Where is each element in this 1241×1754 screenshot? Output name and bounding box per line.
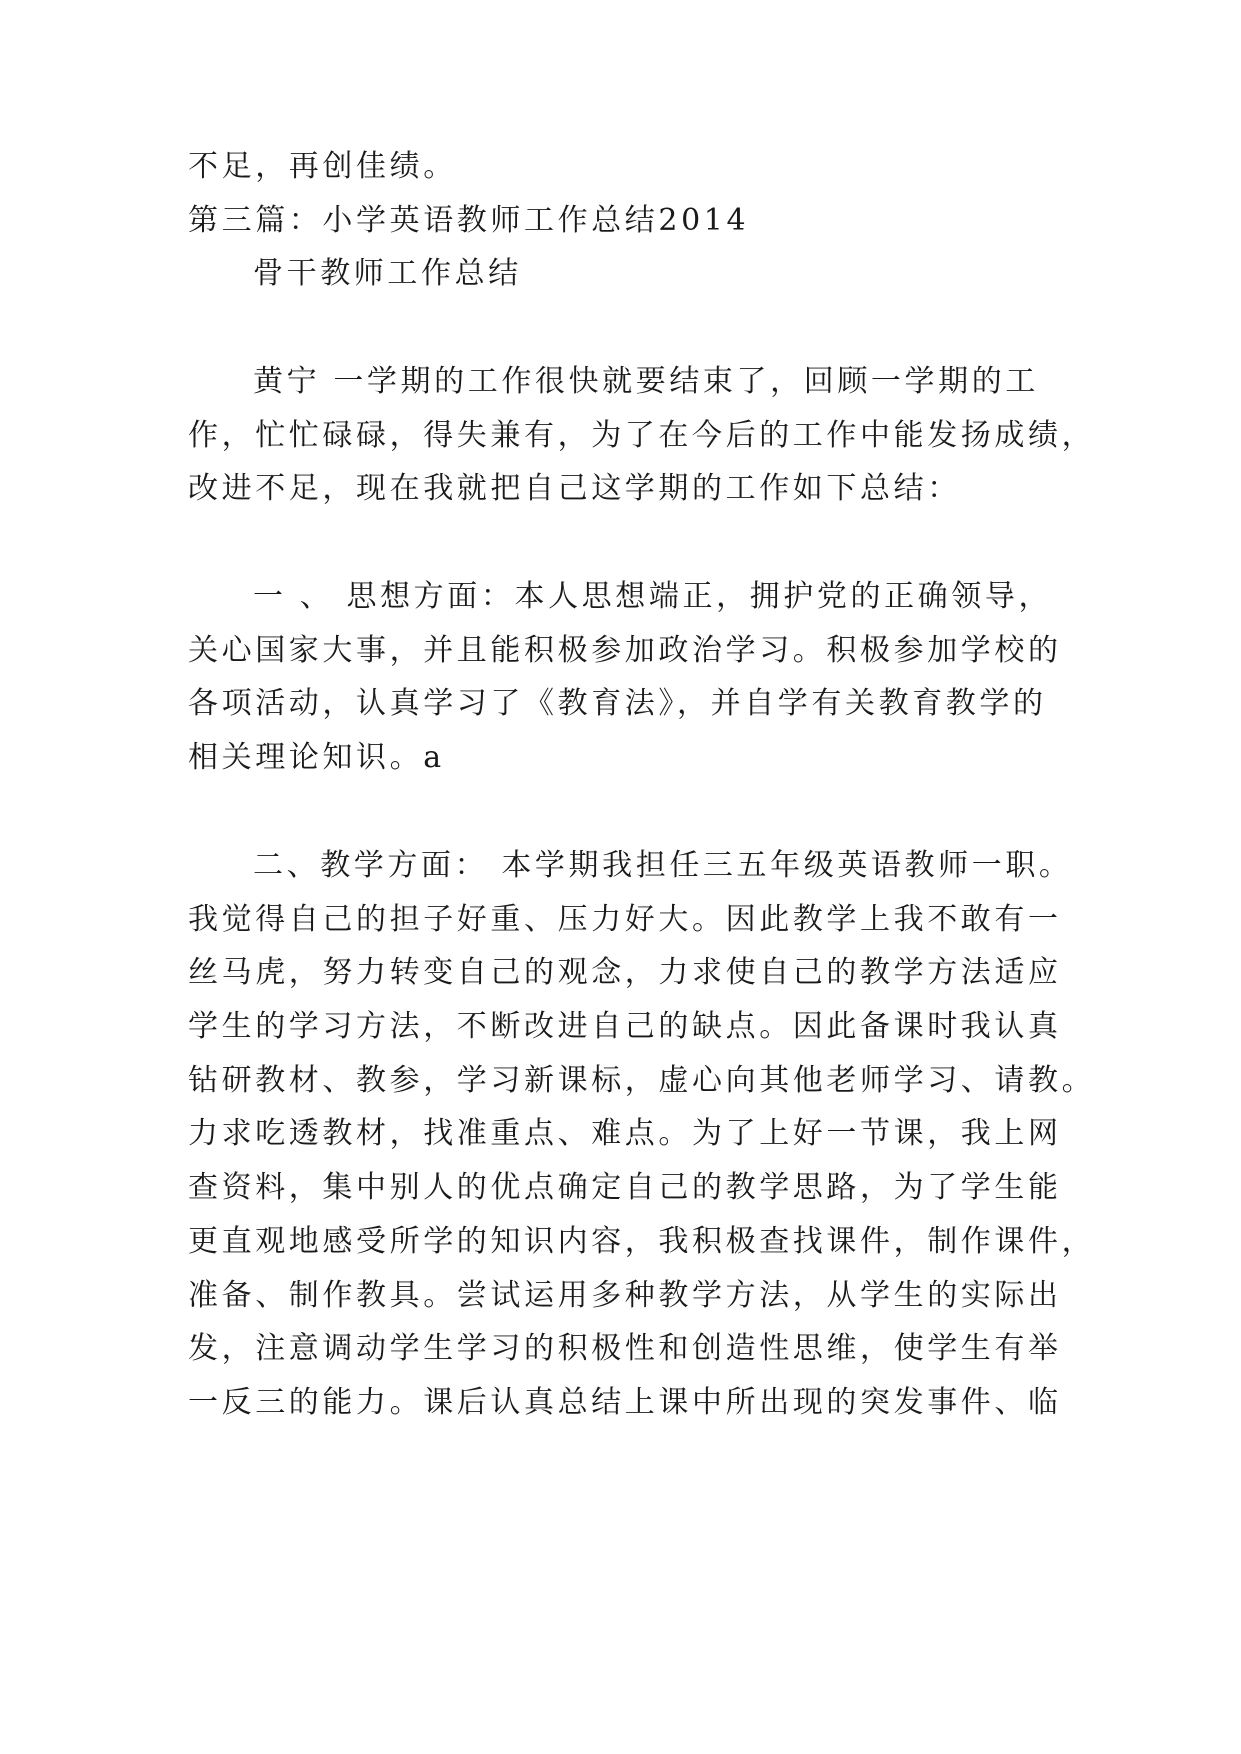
text-line: 关心国家大事，并且能积极参加政治学习。积极参加学校的 [188,633,1062,668]
text-line: 发，注意调动学生学习的积极性和创造性思维，使学生有举 [188,1331,1062,1366]
text-line: 查资料，集中别人的优点确定自己的教学思路，为了学生能 [188,1170,1062,1205]
text-line: 二、教学方面： 本学期我担任三五年级英语教师一职。 [253,848,1073,883]
text-line: 作，忙忙碌碌，得失兼有，为了在今后的工作中能发扬成绩， [188,418,1096,453]
text-line: 学生的学习方法，不断改进自己的缺点。因此备课时我认真 [188,1009,1062,1044]
text-line: 钻研教材、教参，学习新课标，虚心向其他老师学习、请教。 [188,1063,1096,1098]
text-line: 更直观地感受所学的知识内容，我积极查找课件，制作课件， [188,1224,1096,1259]
text-line: 我觉得自己的担子好重、压力好大。因此教学上我不敢有一 [188,902,1062,937]
subtitle: 骨干教师工作总结 [253,256,522,291]
text-line: 力求吃透教材，找准重点、难点。为了上好一节课，我上网 [188,1116,1062,1151]
text-line: 丝马虎，努力转变自己的观念，力求使自己的教学方法适应 [188,955,1062,990]
text-line: 改进不足，现在我就把自己这学期的工作如下总结： [188,471,961,506]
text-line: 相关理论知识。a [188,740,445,775]
text-line: 一反三的能力。课后认真总结上课中所出现的突发事件、临 [188,1385,1062,1420]
text-line: 不足，再创佳绩。 [188,149,457,184]
text-line: 黄宁 一学期的工作很快就要结束了，回顾一学期的工 [253,364,1039,399]
text-line: 一 、 思想方面：本人思想端正，拥护党的正确领导， [253,579,1053,614]
text-line: 各项活动，认真学习了《教育法》，并自学有关教育教学的 [188,686,1047,721]
section-heading: 第三篇：小学英语教师工作总结2014 [188,203,750,238]
text-line: 准备、制作教具。尝试运用多种教学方法，从学生的实际出 [188,1278,1062,1313]
